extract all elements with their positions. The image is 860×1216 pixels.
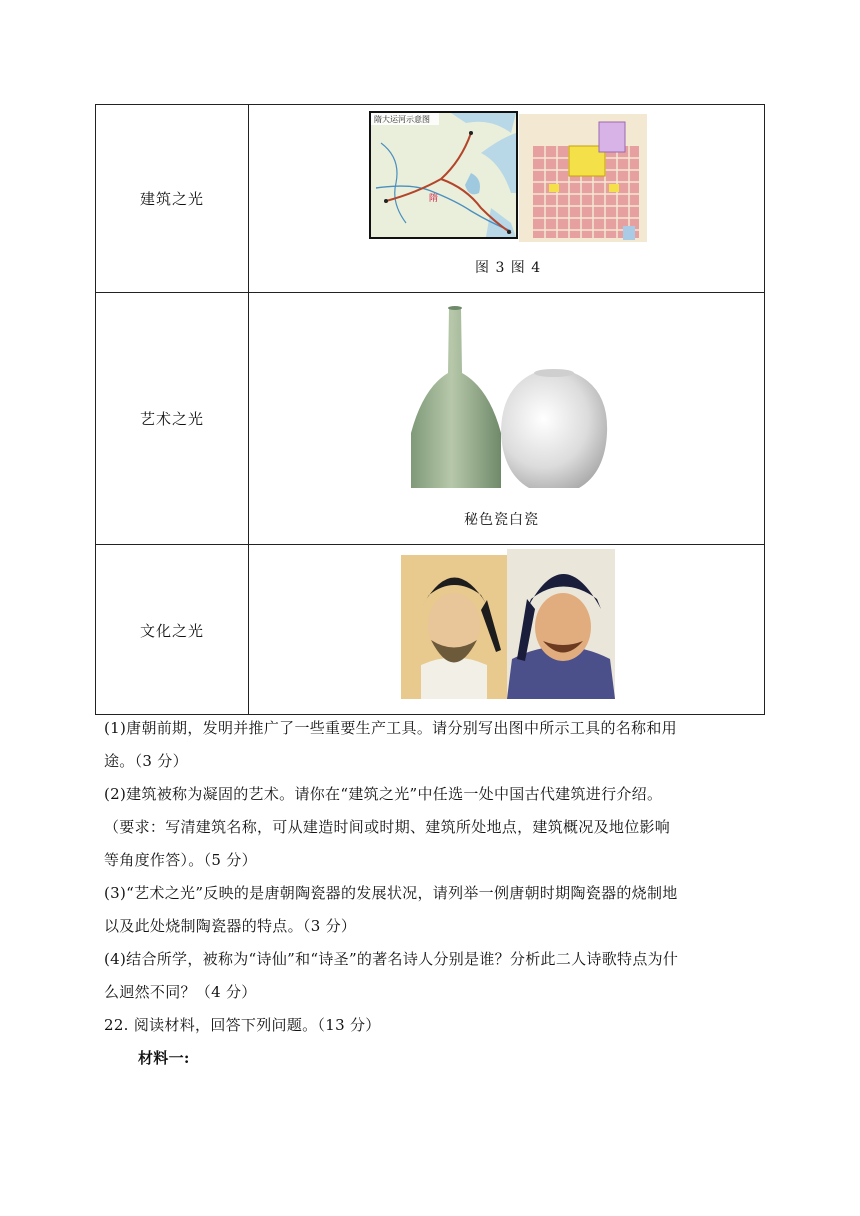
question-3-line-1: (3)“艺术之光”反映的是唐朝陶瓷器的发展状况，请列举一例唐朝时期陶瓷器的烧制地 [104, 884, 678, 902]
exam-table [95, 104, 765, 715]
map1-region-label: 隋 [429, 194, 439, 204]
question-2-line-3: 等角度作答）。（5 分） [104, 851, 257, 869]
art-content [249, 293, 764, 544]
map1-title: 隋大运河示意图 [374, 115, 430, 124]
grand-canal-map [369, 111, 518, 239]
table-row-art [96, 293, 764, 545]
architecture-caption: 图 3 图 4 [475, 260, 542, 276]
question-1-line-1: (1)唐朝前期，发明并推广了一些重要生产工具。请分别写出图中所示工具的名称和用 [104, 719, 677, 737]
question-2-line-1: (2)建筑被称为凝固的艺术。请你在“建筑之光”中任选一处中国古代建筑进行介绍。 [104, 785, 663, 803]
culture-content [249, 545, 764, 715]
row-label-culture: 文化之光 [96, 545, 249, 715]
question-1-line-2: 途。（3 分） [104, 752, 188, 770]
question-3-line-2: 以及此处烧制陶瓷器的特点。（3 分） [104, 917, 357, 935]
changan-city-map [519, 114, 647, 242]
question-4-line-2: 么迥然不同？（4 分） [104, 983, 257, 1001]
row-label-art: 艺术之光 [96, 293, 249, 544]
question-2-line-2: （要求：写清建筑名称，可从建造时间或时期、建筑所处地点，建筑概况及地位影响 [104, 818, 671, 836]
material-one-label: 材料一: [138, 1049, 190, 1067]
celadon-vase [411, 308, 501, 488]
porcelain-image [409, 303, 609, 498]
architecture-content [249, 105, 764, 292]
li-bai-portrait [401, 555, 507, 699]
white-jar [501, 373, 607, 488]
questions-block [104, 712, 764, 1075]
table-row-architecture [96, 105, 764, 293]
question-22-heading: 22. 阅读材料，回答下列问题。（13 分） [104, 1016, 381, 1034]
row-label-architecture: 建筑之光 [96, 105, 249, 292]
question-4-line-1: (4)结合所学，被称为“诗仙”和“诗圣”的著名诗人分别是谁？分析此二人诗歌特点为什 [104, 950, 679, 968]
table-row-culture [96, 545, 764, 715]
du-fu-portrait [507, 549, 615, 699]
art-caption: 秘色瓷白瓷 [464, 512, 539, 528]
